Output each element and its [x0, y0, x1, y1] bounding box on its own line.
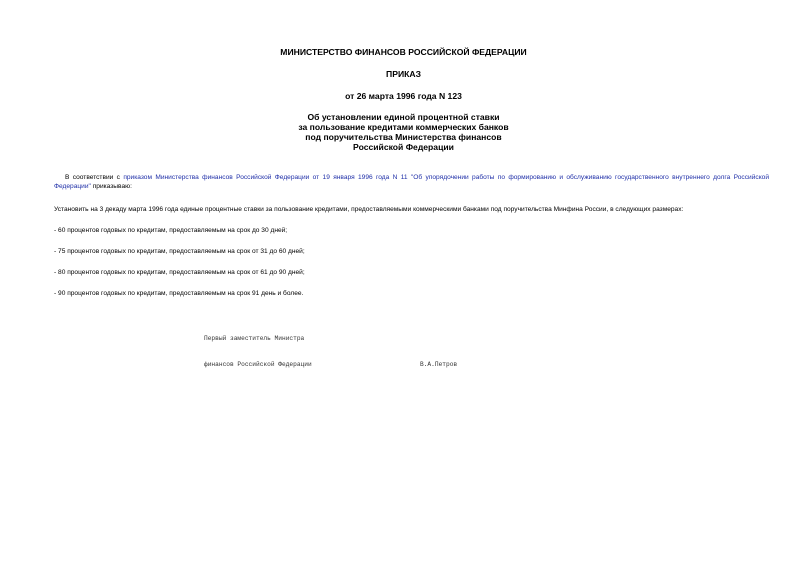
establish-paragraph: Установить на 3 декаду марта 1996 года единые процентные ставки за пользование кредитами, предоставляемыми коммерческими банками под поручительства Минфина России, в следующих размерах:: [54, 206, 684, 213]
intro-suffix: приказываю:: [92, 183, 132, 190]
document-type-heading: ПРИКАЗ: [386, 69, 421, 79]
document-title-line: Об установлении единой процентной ставки: [307, 112, 500, 122]
intro-paragraph: [54, 173, 769, 191]
referenced-order-link[interactable]: приказом Министерства финансов Российской Федерации от 19 января 1996 года N 11 "Об упорядочении работы по формированию и обслуживанию государственного внутреннего долга Российской Федерации": [54, 174, 769, 190]
document-title-line: Российской Федерации: [353, 142, 454, 152]
ministry-heading: МИНИСТЕРСТВО ФИНАНСОВ РОССИЙСКОЙ ФЕДЕРАЦИИ: [280, 47, 527, 57]
intro-prefix: В соответствии с: [65, 174, 120, 181]
document-title-line: под поручительства Министерства финансов: [305, 132, 502, 142]
signature-block: [204, 318, 458, 386]
document-title: [0, 112, 807, 152]
signatory-position-line: Первый заместитель Министра: [204, 335, 305, 342]
rate-list-item: - 80 процентов годовых по кредитам, предоставляемым на срок от 61 до 90 дней;: [54, 269, 305, 276]
signatory-name: В.А.Петров: [420, 360, 458, 368]
rate-list-item: - 90 процентов годовых по кредитам, предоставляемым на срок 91 день и более.: [54, 290, 304, 297]
document-title-line: за пользование кредитами коммерческих банков: [298, 122, 509, 132]
rate-list-item: - 60 процентов годовых по кредитам, предоставляемым на срок до 30 дней;: [54, 227, 288, 234]
signatory-position-line: финансов Российской Федерации: [204, 360, 312, 368]
rate-list-item: - 75 процентов годовых по кредитам, предоставляемым на срок от 31 до 60 дней;: [54, 248, 305, 255]
document-date: от 26 марта 1996 года N 123: [345, 91, 462, 101]
